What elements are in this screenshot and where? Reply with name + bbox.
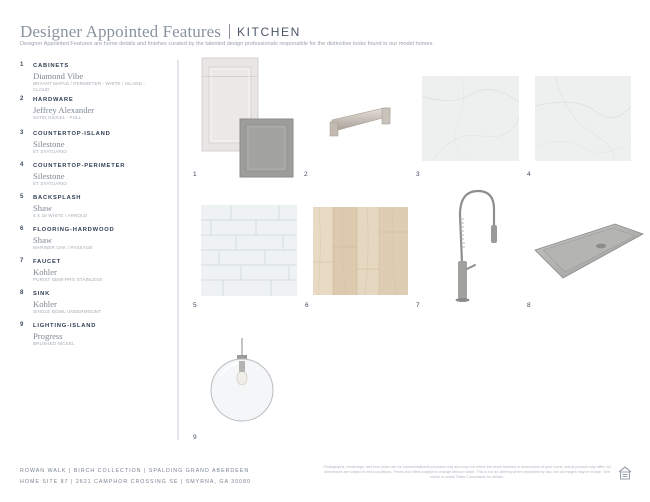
photo-number: 1 — [193, 171, 197, 178]
feature-number: 3 — [20, 130, 24, 136]
feature-brand: Shaw — [33, 203, 53, 213]
feature-item-backsplash — [20, 194, 168, 226]
feature-detail: ET STATUARIO — [33, 181, 67, 186]
photo-number: 8 — [527, 302, 531, 309]
feature-item-sink — [20, 290, 168, 322]
page-title: Designer Appointed Features — [20, 22, 221, 41]
feature-item-countertop-island — [20, 130, 168, 162]
pendant-light-photo — [206, 338, 278, 424]
faucet-photo — [448, 185, 503, 305]
feature-detail: PURIST SEMI-PRO STAINLESS — [33, 277, 103, 282]
feature-item-lighting — [20, 322, 168, 354]
feature-detail: SINGLE BOWL UNDERMOUNT — [33, 309, 102, 314]
feature-detail: 4 X 16 WHITE / ARNOLD — [33, 213, 88, 218]
column-divider — [177, 60, 179, 440]
feature-list — [20, 62, 168, 354]
sink-photo — [533, 220, 645, 282]
quartz-swatch-island — [422, 76, 519, 161]
cabinet-pull-photo — [326, 100, 396, 140]
feature-item-hardware — [20, 96, 168, 130]
photo-number: 7 — [416, 302, 420, 309]
feature-brand: Shaw — [33, 235, 53, 245]
feature-brand: Silestone — [33, 171, 65, 181]
disclaimer: Photographs, renderings, and floor plans are for representational purposes only and may not reflect the exact features or dimensions of your home; actual product may differ. All dimensions are subject to field conditions. Prices and offers subject to change without notice. This is not an offering where prohibited by law. Not all images may be shown. See online or onsite Sales Consultants for details. — [323, 465, 611, 479]
title-divider — [229, 24, 230, 39]
feature-category: COUNTERTOP-PERIMETER — [33, 163, 126, 169]
feature-item-flooring — [20, 226, 168, 258]
photo-number: 3 — [416, 171, 420, 178]
equal-housing-icon — [618, 466, 632, 480]
feature-category: SINK — [33, 291, 51, 297]
room-name: KITCHEN — [237, 25, 301, 39]
feature-brand: Progress — [33, 331, 63, 341]
feature-brand: Jeffrey Alexander — [33, 105, 95, 115]
feature-category: BACKSPLASH — [33, 195, 82, 201]
quartz-swatch-perimeter — [535, 76, 631, 161]
photo-number: 5 — [193, 302, 197, 309]
feature-detail: ET STATUARIO — [33, 149, 67, 154]
hardwood-flooring-photo — [313, 207, 408, 295]
feature-detail: BRYANT MAPLE / PERIMETER - WHITE / ISLAND - CLOUD — [33, 81, 146, 92]
page-header — [20, 22, 301, 42]
feature-number: 4 — [20, 162, 24, 168]
feature-item-countertop-perimeter — [20, 162, 168, 194]
feature-detail: BRUSHED NICKEL — [33, 341, 75, 346]
feature-number: 7 — [20, 258, 24, 264]
feature-category: LIGHTING-ISLAND — [33, 323, 97, 329]
intro-text: Designer Appointed Features are home details and finishes curated by the talented design professionals responsible for the distinctive looks found in our model homes. — [20, 41, 434, 47]
feature-number: 5 — [20, 194, 24, 200]
backsplash-tile-photo — [201, 205, 297, 296]
feature-item-faucet — [20, 258, 168, 290]
feature-detail: SATIN NICKEL - PULL — [33, 115, 82, 120]
cabinet-door-swatch — [200, 57, 295, 179]
feature-category: FAUCET — [33, 259, 61, 265]
feature-number: 2 — [20, 96, 24, 102]
photo-number: 4 — [527, 171, 531, 178]
community-info — [20, 466, 251, 488]
feature-number: 1 — [20, 62, 24, 68]
feature-brand: Diamond Vibe — [33, 71, 84, 81]
feature-item-cabinets — [20, 62, 168, 96]
feature-number: 8 — [20, 290, 24, 296]
feature-brand: Kohler — [33, 267, 57, 277]
feature-category: COUNTERTOP-ISLAND — [33, 131, 111, 137]
feature-number: 6 — [20, 226, 24, 232]
feature-detail: MARINER OAK / PASSAGE — [33, 245, 93, 250]
feature-brand: Kohler — [33, 299, 57, 309]
community-line: ROWAN WALK | BIRCH COLLECTION | SPALDING GRAND ABERDEEN — [20, 468, 250, 474]
feature-category: CABINETS — [33, 63, 70, 69]
feature-number: 9 — [20, 322, 24, 328]
feature-brand: Silestone — [33, 139, 65, 149]
feature-category: HARDWARE — [33, 97, 74, 103]
photo-number: 2 — [304, 171, 308, 178]
address-line: HOME SITE 87 | 2621 CAMPHOR CROSSING SE | SMYRNA, GA 30080 — [20, 479, 251, 485]
feature-category: FLOORING-HARDWOOD — [33, 227, 115, 233]
photo-number: 9 — [193, 434, 197, 441]
photo-number: 6 — [305, 302, 309, 309]
